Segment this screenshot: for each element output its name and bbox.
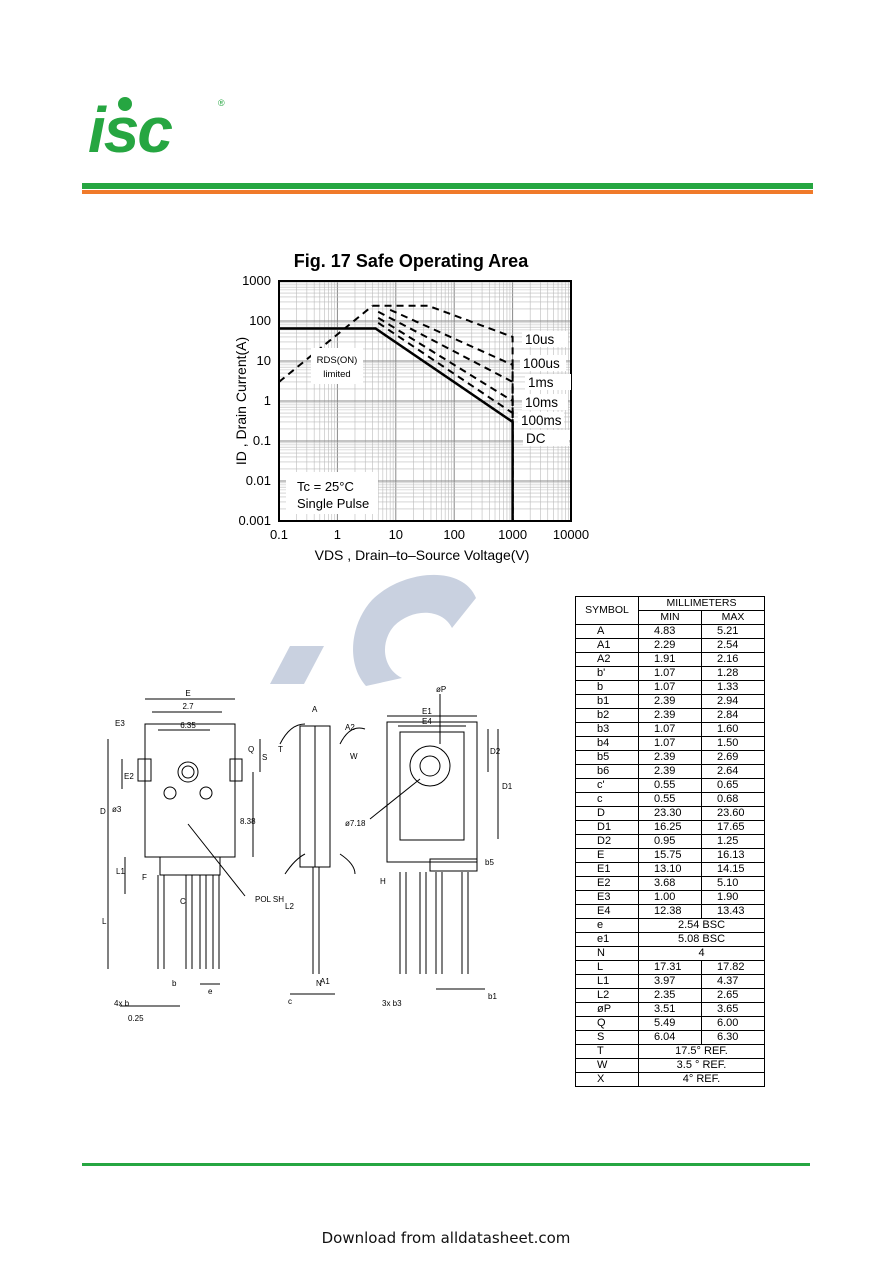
svg-text:c: c (288, 997, 292, 1006)
table-row (576, 891, 765, 905)
table-row (576, 695, 765, 709)
row-max: 2.84 (702, 709, 765, 723)
y-tick-label: 1 (263, 393, 271, 408)
table-row (576, 681, 765, 695)
row-min: 23.30 (639, 807, 702, 821)
row-min: 1.07 (639, 723, 702, 737)
row-symbol: b1 (576, 695, 639, 709)
row-symbol: b2 (576, 709, 639, 723)
conditions-box (286, 472, 378, 514)
svg-text:0.25: 0.25 (128, 1014, 144, 1023)
table-row (576, 849, 765, 863)
row-symbol: L2 (576, 989, 639, 1003)
svg-text:D: D (100, 807, 106, 816)
svg-text:POL SH: POL SH (255, 895, 285, 904)
svg-text:ø3: ø3 (112, 805, 122, 814)
svg-text:8.38: 8.38 (240, 817, 256, 826)
row-symbol: øP (576, 1003, 639, 1017)
table-row (576, 779, 765, 793)
row-symbol: e1 (576, 933, 639, 947)
svg-text:E: E (185, 689, 191, 698)
svg-text:D2: D2 (490, 747, 501, 756)
row-min: 5.49 (639, 1017, 702, 1031)
table-row (576, 877, 765, 891)
row-min: 3.68 (639, 877, 702, 891)
row-max: 17.65 (702, 821, 765, 835)
table-row (576, 625, 765, 639)
row-symbol: W (576, 1059, 639, 1073)
row-min: 4.83 (639, 625, 702, 639)
logo-text: isc (88, 94, 171, 160)
svg-text:3x b3: 3x b3 (382, 999, 402, 1008)
row-min: 2.39 (639, 709, 702, 723)
row-max: 14.15 (702, 863, 765, 877)
y-tick-label: 100 (249, 313, 271, 328)
row-min: 1.07 (639, 667, 702, 681)
row-symbol: S (576, 1031, 639, 1045)
y-tick-label: 10 (256, 353, 271, 368)
single-pulse-label: Single Pulse (297, 496, 370, 511)
row-min: 2.39 (639, 751, 702, 765)
svg-text:4x b: 4x b (114, 999, 130, 1008)
row-symbol: D1 (576, 821, 639, 835)
row-min: 15.75 (639, 849, 702, 863)
row-min: 2.39 (639, 695, 702, 709)
table-row (576, 835, 765, 849)
row-value: 2.54 BSC (639, 919, 765, 933)
header-bar-green (82, 183, 813, 189)
table-row (576, 1045, 765, 1059)
row-min: 13.10 (639, 863, 702, 877)
row-symbol: b6 (576, 765, 639, 779)
table-row (576, 1003, 765, 1017)
row-min: 2.29 (639, 639, 702, 653)
svg-text:L1: L1 (116, 867, 125, 876)
table-row (576, 933, 765, 947)
svg-text:T: T (278, 745, 283, 754)
symbol-header: SYMBOL (576, 597, 639, 625)
row-max: 1.50 (702, 737, 765, 751)
row-symbol: E2 (576, 877, 639, 891)
svg-text:C: C (180, 897, 186, 906)
dimensions-table (575, 596, 765, 1087)
svg-text:2.7: 2.7 (182, 702, 194, 711)
table-row (576, 667, 765, 681)
row-max: 2.64 (702, 765, 765, 779)
series-label-100us: 100us (523, 356, 560, 371)
row-min: 1.91 (639, 653, 702, 667)
x-tick-label: 0.1 (269, 527, 289, 542)
row-symbol: L1 (576, 975, 639, 989)
row-max: 1.60 (702, 723, 765, 737)
table-row (576, 737, 765, 751)
y-tick-label: 0.1 (252, 433, 271, 448)
row-max: 1.33 (702, 681, 765, 695)
row-symbol: A (576, 625, 639, 639)
x-axis-label: VDS , Drain–to–Source Voltage(V) (314, 547, 530, 563)
row-max: 2.69 (702, 751, 765, 765)
svg-text:W: W (350, 752, 358, 761)
row-min: 1.07 (639, 737, 702, 751)
rds-limited-label: limited (323, 369, 351, 380)
x-tick-label: 10 (388, 527, 404, 542)
row-value: 3.5 ° REF. (639, 1059, 765, 1073)
row-symbol: b3 (576, 723, 639, 737)
row-max: 1.90 (702, 891, 765, 905)
svg-text:E4: E4 (422, 717, 432, 726)
svg-text:A1: A1 (320, 977, 330, 986)
row-max: 6.00 (702, 1017, 765, 1031)
svg-text:A2: A2 (345, 723, 355, 732)
row-max: 1.28 (702, 667, 765, 681)
row-max: 4.37 (702, 975, 765, 989)
footer-text: Download from alldatasheet.com (321, 1229, 571, 1247)
safe-operating-area-chart (222, 244, 602, 574)
row-min: 3.51 (639, 1003, 702, 1017)
table-row (576, 765, 765, 779)
svg-text:N: N (316, 979, 322, 988)
svg-text:6.35: 6.35 (180, 721, 196, 730)
row-max: 23.60 (702, 807, 765, 821)
chart-title: Fig. 17 Safe Operating Area (293, 251, 529, 271)
row-max: 13.43 (702, 905, 765, 919)
svg-text:L2: L2 (285, 902, 294, 911)
table-row (576, 793, 765, 807)
table-row (576, 723, 765, 737)
svg-text:F: F (142, 873, 147, 882)
millimeters-header: MILLIMETERS (639, 597, 765, 611)
row-symbol: D2 (576, 835, 639, 849)
x-tick-label: 100 (443, 527, 466, 542)
table-row (576, 709, 765, 723)
svg-text:ø7.18: ø7.18 (345, 819, 366, 828)
svg-text:b5: b5 (485, 858, 494, 867)
row-min: 16.25 (639, 821, 702, 835)
y-axis-label: ID , Drain Current(A) (233, 336, 249, 466)
row-symbol: D (576, 807, 639, 821)
svg-text:D1: D1 (502, 782, 513, 791)
table-row (576, 639, 765, 653)
row-symbol: A1 (576, 639, 639, 653)
table-row (576, 1017, 765, 1031)
svg-text:b: b (172, 979, 177, 988)
table-row (576, 821, 765, 835)
row-min: 3.97 (639, 975, 702, 989)
table-row (576, 1059, 765, 1073)
row-min: 0.55 (639, 793, 702, 807)
min-header: MIN (639, 611, 702, 625)
x-tick-label: 10000 (552, 527, 590, 542)
row-min: 1.00 (639, 891, 702, 905)
svg-text:b1: b1 (488, 992, 497, 1001)
row-symbol: b4 (576, 737, 639, 751)
table-row (576, 807, 765, 821)
rds-label: RDS(ON) (316, 355, 358, 366)
row-min: 17.31 (639, 961, 702, 975)
row-symbol: b (576, 681, 639, 695)
package-outline-drawing (100, 684, 560, 1024)
y-tick-label: 0.01 (245, 473, 271, 488)
row-symbol: L (576, 961, 639, 975)
isc-watermark (262, 568, 492, 688)
row-symbol: T (576, 1045, 639, 1059)
table-row (576, 1031, 765, 1045)
svg-text:A: A (312, 705, 318, 714)
table-row (576, 961, 765, 975)
row-min: 0.95 (639, 835, 702, 849)
row-symbol: N (576, 947, 639, 961)
row-max: 6.30 (702, 1031, 765, 1045)
row-max: 2.54 (702, 639, 765, 653)
row-min: 6.04 (639, 1031, 702, 1045)
table-row (576, 653, 765, 667)
rds-annotation (311, 348, 363, 384)
row-symbol: Q (576, 1017, 639, 1031)
y-tick-label: 1000 (242, 273, 271, 288)
svg-text:e: e (208, 987, 213, 996)
svg-text:S: S (262, 753, 268, 762)
svg-text:Q: Q (248, 745, 255, 754)
row-max: 16.13 (702, 849, 765, 863)
series-label-10us: 10us (525, 332, 555, 347)
table-row (576, 975, 765, 989)
isc-logo (88, 94, 238, 160)
row-max: 17.82 (702, 961, 765, 975)
series-label-DC: DC (526, 431, 546, 446)
table-row (576, 1073, 765, 1087)
row-min: 2.39 (639, 765, 702, 779)
footer-line (82, 1163, 810, 1166)
row-max: 2.65 (702, 989, 765, 1003)
row-value: 17.5° REF. (639, 1045, 765, 1059)
row-max: 0.65 (702, 779, 765, 793)
row-symbol: E4 (576, 905, 639, 919)
row-min: 2.35 (639, 989, 702, 1003)
row-symbol: E3 (576, 891, 639, 905)
svg-text:øP: øP (436, 685, 447, 694)
row-value: 5.08 BSC (639, 933, 765, 947)
row-max: 3.65 (702, 1003, 765, 1017)
table-row (576, 751, 765, 765)
row-symbol: c (576, 793, 639, 807)
svg-text:H: H (380, 877, 386, 886)
row-symbol: E1 (576, 863, 639, 877)
row-symbol: E (576, 849, 639, 863)
row-min: 1.07 (639, 681, 702, 695)
row-symbol: b5 (576, 751, 639, 765)
svg-text:L: L (102, 917, 107, 926)
row-max: 5.21 (702, 625, 765, 639)
table-row (576, 919, 765, 933)
table-row (576, 947, 765, 961)
row-symbol: e (576, 919, 639, 933)
header-bar-orange (82, 190, 813, 194)
y-tick-label: 0.001 (238, 513, 271, 528)
series-label-1ms: 1ms (528, 375, 554, 390)
x-tick-label: 1000 (498, 527, 528, 542)
row-symbol: X (576, 1073, 639, 1087)
row-max: 0.68 (702, 793, 765, 807)
row-symbol: c' (576, 779, 639, 793)
svg-text:E1: E1 (422, 707, 432, 716)
row-value: 4° REF. (639, 1073, 765, 1087)
svg-text:E3: E3 (115, 719, 125, 728)
x-tick-label: 1 (333, 527, 342, 542)
row-max: 2.16 (702, 653, 765, 667)
table-row (576, 989, 765, 1003)
registered-mark: ® (218, 98, 225, 108)
row-symbol: b' (576, 667, 639, 681)
row-max: 5.10 (702, 877, 765, 891)
row-max: 2.94 (702, 695, 765, 709)
row-value: 4 (639, 947, 765, 961)
tc-label: Tc = 25°C (297, 479, 354, 494)
table-row (576, 905, 765, 919)
table-row (576, 863, 765, 877)
row-max: 1.25 (702, 835, 765, 849)
max-header: MAX (702, 611, 765, 625)
series-label-10ms: 10ms (525, 395, 559, 410)
series-line-10us (373, 306, 513, 521)
row-symbol: A2 (576, 653, 639, 667)
series-label-100ms: 100ms (521, 413, 562, 428)
svg-text:E2: E2 (124, 772, 134, 781)
row-min: 12.38 (639, 905, 702, 919)
row-min: 0.55 (639, 779, 702, 793)
